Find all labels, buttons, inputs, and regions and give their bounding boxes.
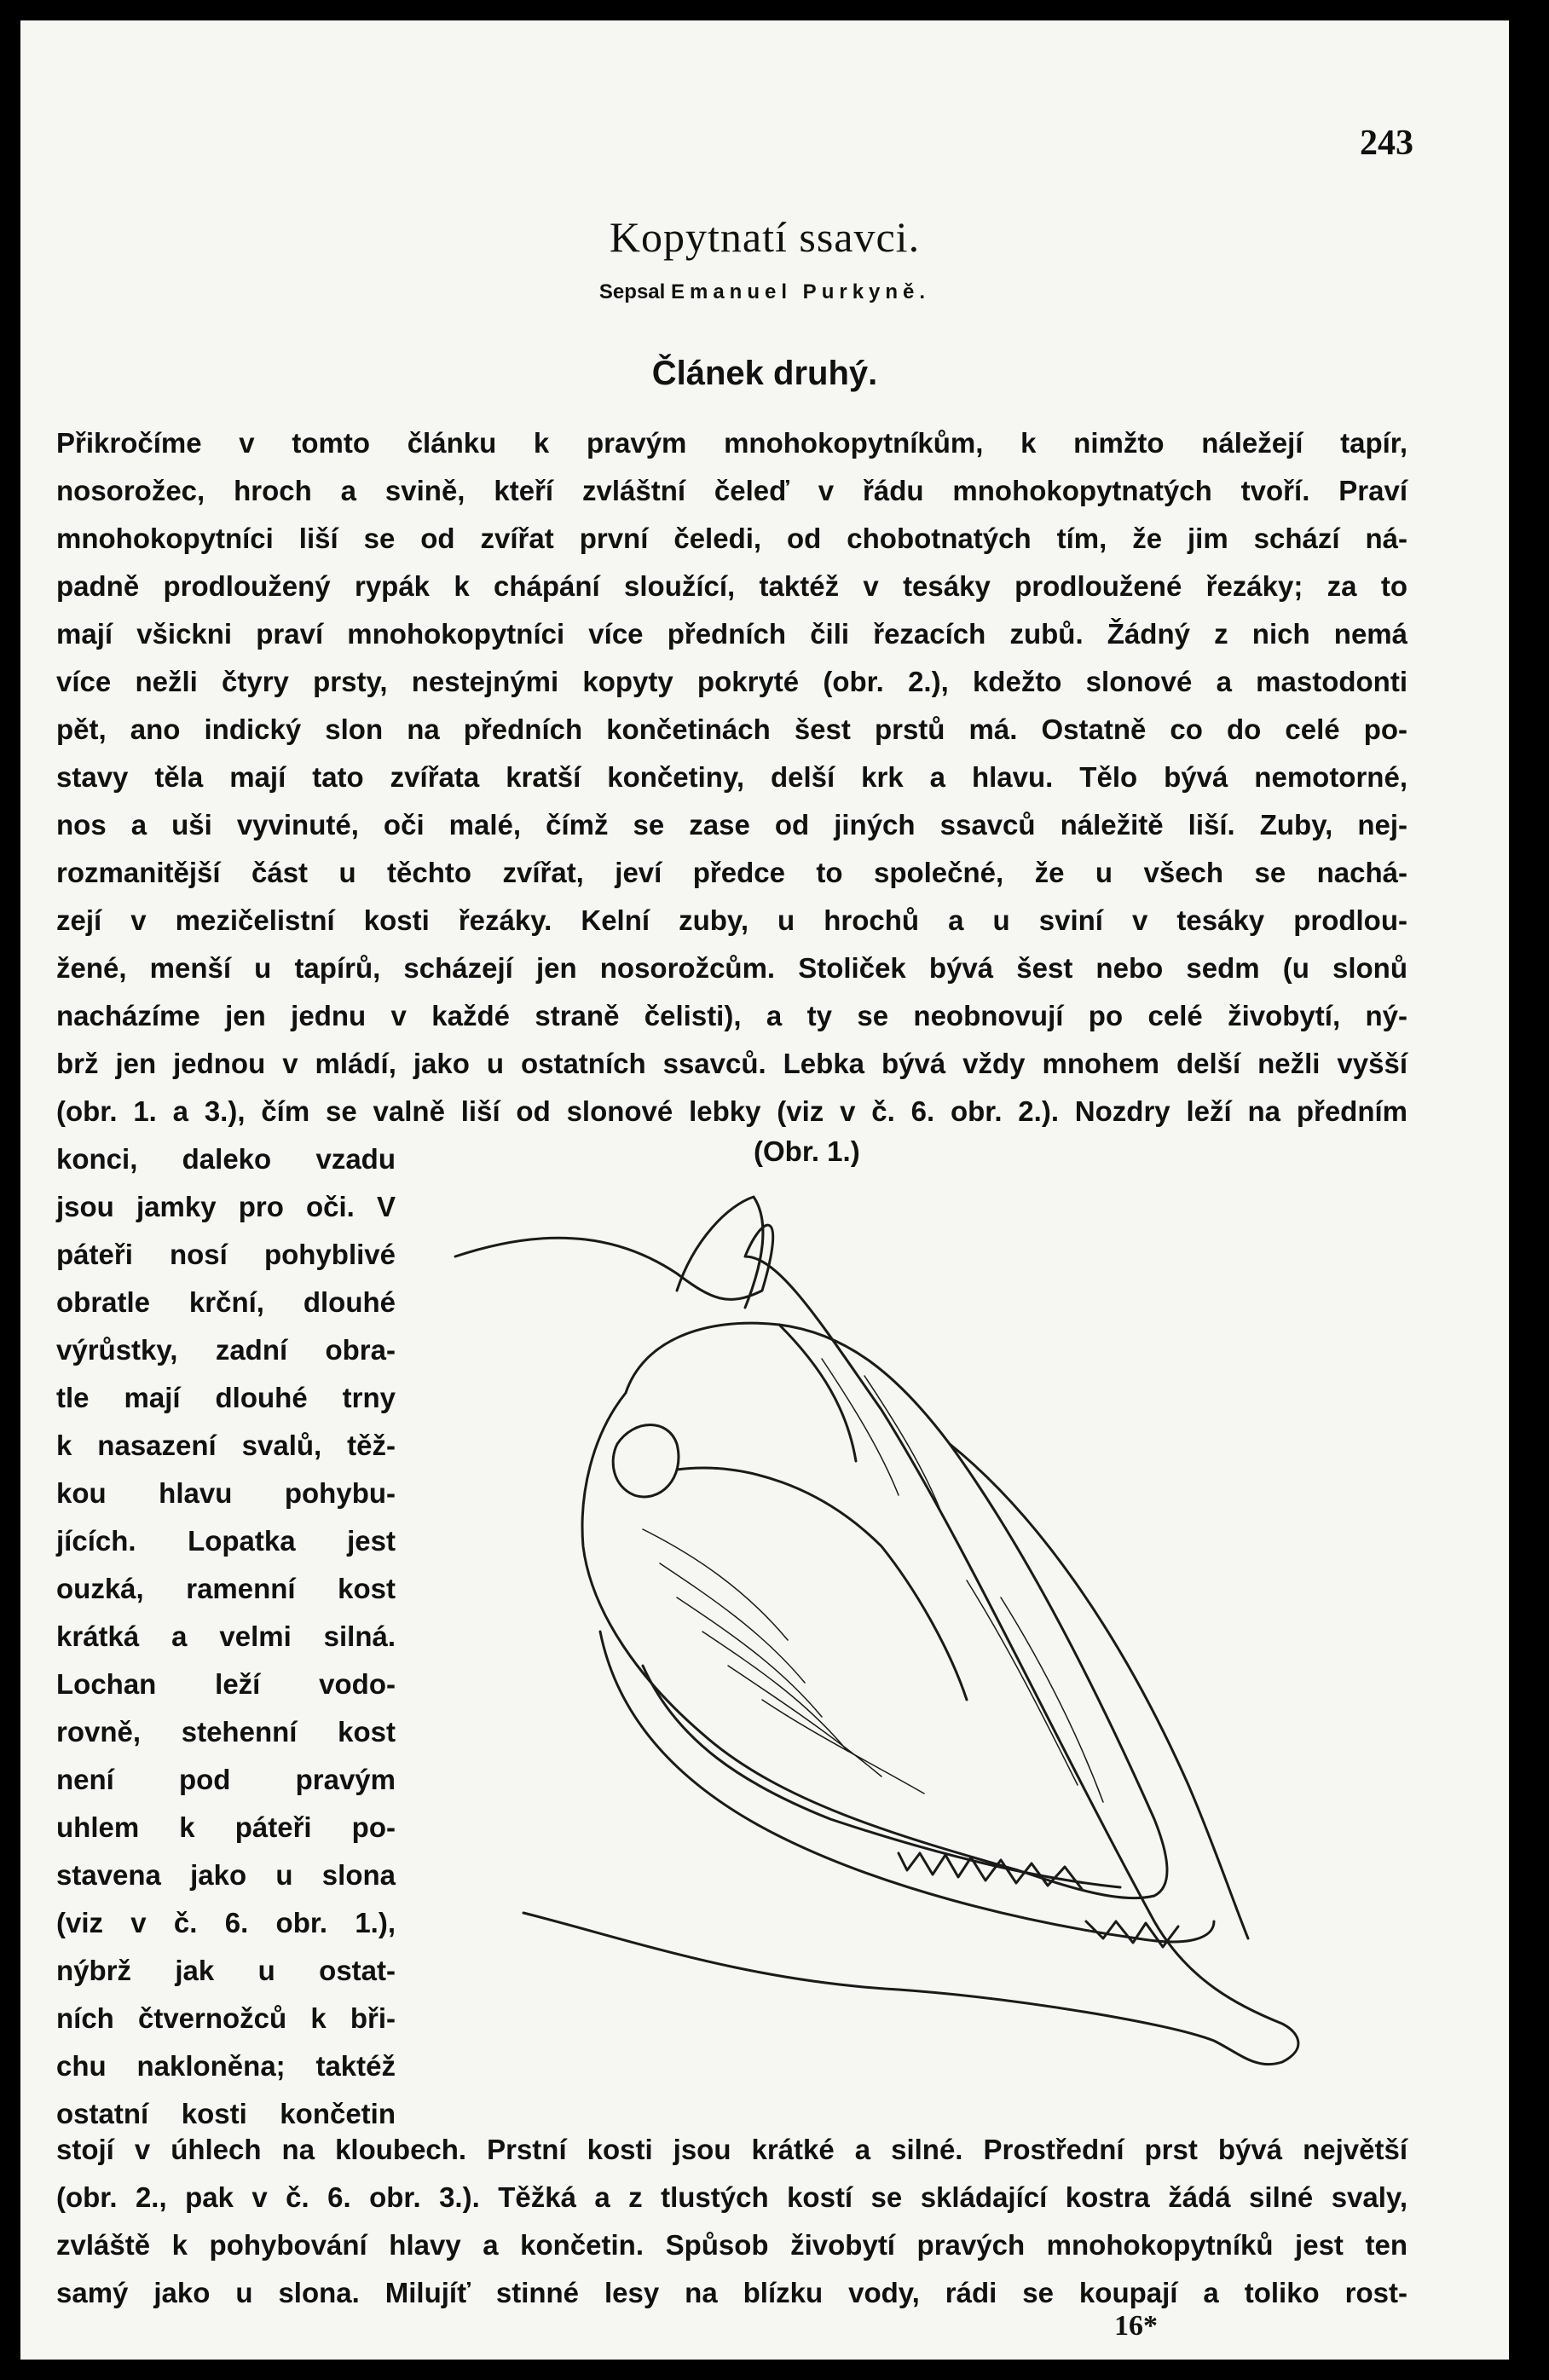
column-line: obratle krční, dlouhé [56, 1286, 396, 1318]
shading-line [967, 1580, 1078, 1785]
column-line: ních čtvernožců k bři- [56, 2002, 396, 2034]
teeth-row [899, 1853, 1082, 1889]
paragraph-line: žené, menší u tapírů, scházejí jen nosorožcům. Stoliček bývá šest nebo sedm (u slonů [56, 952, 1407, 984]
figure-caption: (Obr. 1.) [754, 1135, 860, 1167]
paragraph-line: zvláště k pohybování hlavy a končetin. Spůsob živobytí pravých mnohokopytníků jest ten [56, 2229, 1407, 2261]
continuation-paragraph [56, 2126, 1407, 2317]
column-line: páteři nosí pohyblivé [56, 1239, 396, 1270]
paragraph-line: Přikročíme v tomto článku k pravým mnohokopytníkům, k nimžto náležejí tapír, [56, 427, 1407, 459]
paragraph-line: brž jen jednou v mládí, jako u ostatních ssavců. Lebka bývá vždy mnohem delší nežli vyšší [56, 1048, 1407, 1079]
jaw-outline [600, 1632, 1214, 1942]
paragraph-line: mnohokopytníci liší se od zvířat první čeledi, od chobotnatých tím, že jim schází ná- [56, 523, 1407, 554]
paragraph-line: (obr. 2., pak v č. 6. obr. 3.). Těžká a z tlustých kostí se skládající kostra žádá silné svaly, [56, 2181, 1407, 2213]
section-heading: Článek druhý. [651, 355, 878, 392]
skull-illustration [421, 1188, 1444, 2109]
paragraph-line: samý jako u slona. Milujíť stinné lesy na blízku vody, rádi se koupají a toliko rost- [56, 2277, 1407, 2308]
paragraph-line: nosorožec, hroch a svině, kteří zvláštní čeleď v řádu mnohokopytnatých tvoří. Praví [56, 475, 1407, 506]
head-outline [455, 1225, 1298, 2065]
author-prefix: Sepsal [598, 280, 666, 303]
paragraph-line: padně prodloužený rypák k chápání sloužící, taktéž v tesáky prodloužené řezáky; za to [56, 570, 1407, 602]
paragraph-line: více nežli čtyry prsty, nestejnými kopyty pokryté (obr. 2.), kdežto slonové a mastodonti [56, 666, 1407, 697]
paragraph-line: nos a uši vyvinuté, oči malé, čímž se zase od jiných ssavců náležitě liší. Zuby, nej- [56, 809, 1407, 841]
paragraph-line: rozmanitější část u těchto zvířat, jeví předce to společné, že u všech se nachá- [56, 857, 1407, 888]
wrapped-text-column [56, 1135, 396, 2138]
column-line: konci, daleko vzadu [56, 1143, 396, 1175]
shading-line [1001, 1597, 1103, 1802]
column-line: chu nakloněna; taktéž [56, 2050, 396, 2082]
paragraph-line: mají všickni praví mnohokopytníci více předních čili řezacích zubů. Žádný z nich nemá [56, 618, 1407, 650]
paragraph-line: stojí v úhlech na kloubech. Prstní kosti jsou krátké a silné. Prostřední prst bývá největší [56, 2134, 1407, 2165]
zygomatic-arch [677, 1468, 967, 1700]
paragraph-line: stavy těla mají tato zvířata kratší končetiny, delší krk a hlavu. Tělo bývá nemotorné, [56, 761, 1407, 793]
skull-cranium [582, 1323, 1167, 1898]
document-page [20, 20, 1509, 2360]
column-line: krátká a velmi silná. [56, 1620, 396, 1652]
column-line: rovně, stehenní kost [56, 1716, 396, 1747]
column-line: ouzká, ramenní kost [56, 1573, 396, 1604]
main-paragraph [56, 419, 1407, 1135]
column-line: stavena jako u slona [56, 1859, 396, 1891]
page-number: 243 [1360, 124, 1413, 163]
column-line: jících. Lopatka jest [56, 1525, 396, 1557]
paragraph-line: nacházíme jen jednu v každé straně čelisti), a ty se neobnovují po celé živobytí, ný- [56, 1000, 1407, 1031]
column-line: kou hlavu pohybu- [56, 1477, 396, 1509]
column-line: (viz v č. 6. obr. 1.), [56, 1907, 396, 1938]
shading-line [677, 1597, 822, 1717]
column-line: výrůstky, zadní obra- [56, 1334, 396, 1366]
ear-outline [677, 1197, 763, 1308]
column-line: uhlem k páteři po- [56, 1811, 396, 1843]
article-title: Kopytnatí ssavci. [609, 213, 921, 261]
eye-orbit [613, 1425, 679, 1497]
column-line: není pod pravým [56, 1764, 396, 1795]
column-line: tle mají dlouhé trny [56, 1382, 396, 1413]
paragraph-line: zejí v mezičelistní kosti řezáky. Kelní zuby, u hrochů a u sviní v tesáky prodlou- [56, 904, 1407, 936]
column-line: k nasazení svalů, těž- [56, 1430, 396, 1461]
lower-teeth [1086, 1921, 1178, 1947]
paragraph-line: pět, ano indický slon na předních končetinách šest prstů má. Ostatně co do celé po- [56, 713, 1407, 745]
column-line: Lochan leží vodo- [56, 1668, 396, 1700]
column-line: jsou jamky pro oči. V [56, 1191, 396, 1222]
shading-line [660, 1563, 805, 1683]
author-name: Emanuel Purkyně. [670, 280, 931, 303]
column-line: ostatní kosti končetin [56, 2098, 396, 2129]
signature-mark: 16* [1114, 2310, 1158, 2342]
author-line [20, 280, 1509, 304]
paragraph-line: (obr. 1. a 3.), čím se valně liší od slonové lebky (viz v č. 6. obr. 2.). Nozdry leží na předním [56, 1095, 1407, 1127]
column-line: nýbrž jak u ostat- [56, 1955, 396, 1986]
